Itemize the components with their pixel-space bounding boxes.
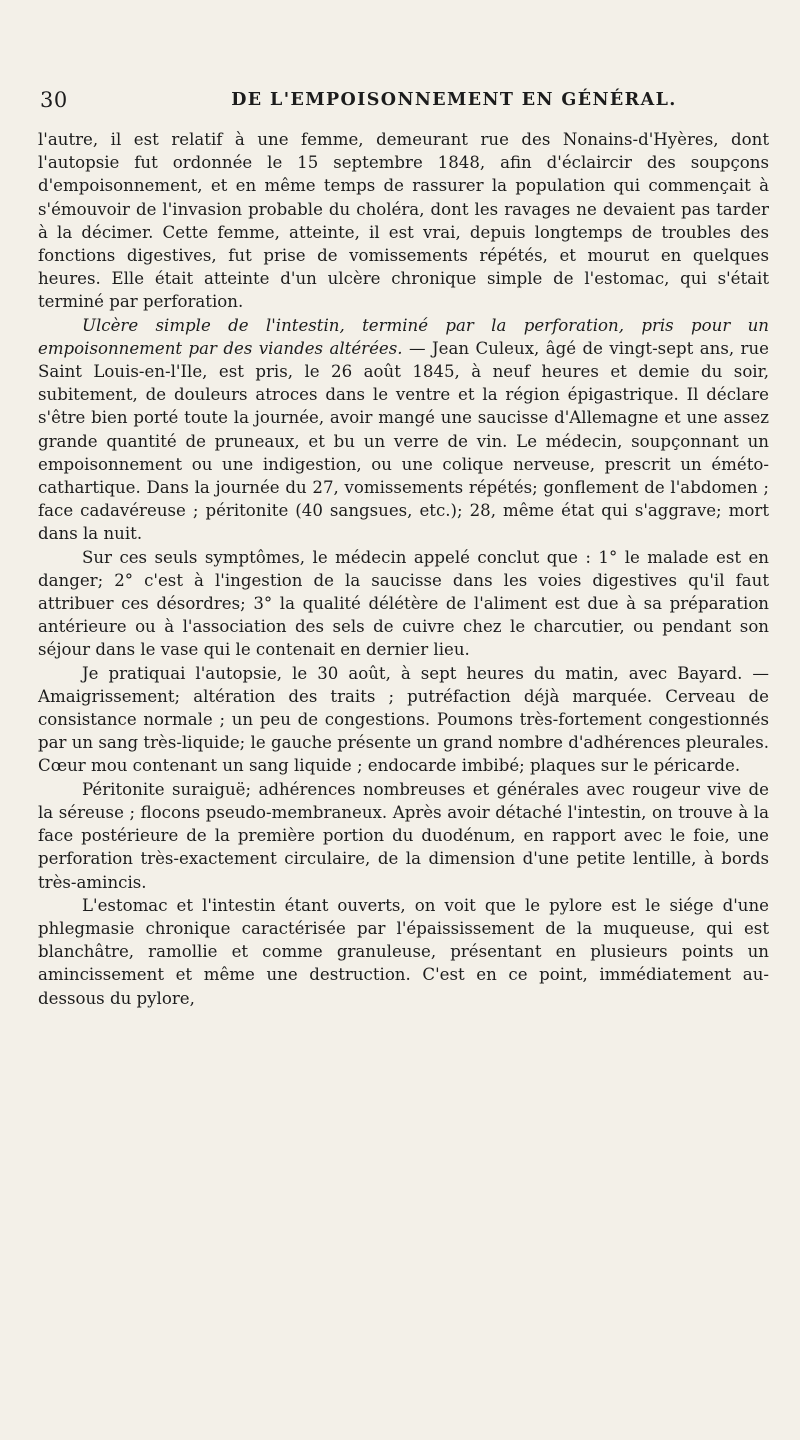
page-header <box>40 88 768 118</box>
paragraph-2 <box>38 314 769 546</box>
paragraph-2-italic-lead: Ulcère simple de l'intestin, terminé par la perforation, pris pour un empoisonnement par des viandes altérées. <box>38 315 769 358</box>
paragraph-4: Je pratiquai l'autopsie, le 30 août, à sept heures du matin, avec Bayard. — Amaigrissement; altération des traits ; putréfaction déjà marquée. Cerveau de consistance normale ; un peu de congestions. Poumons très-fortement congestionnés par un sang très-liquide; le gauche présente un grand nombre d'adhérences pleurales. Cœur mou contenant un sang liquide ; endocarde imbibé; plaques sur le péricarde. <box>38 663 769 776</box>
body-text <box>38 128 769 1010</box>
paragraph-3: Sur ces seuls symptômes, le médecin appelé conclut que : 1° le malade est en danger; 2° c'est à l'ingestion de la saucisse dans les voies digestives qu'il faut attribuer ces désordres; 3° la qualité délétère de l'aliment est due à sa préparation antérieure ou à l'association des sels de cuivre chez le charcutier, ou pendant son séjour dans le vase qui le contenait en dernier lieu. <box>38 547 769 660</box>
paragraph-6: L'estomac et l'intestin étant ouverts, on voit que le pylore est le siége d'une phlegmasie chronique caractérisée par l'épaississement de la muqueuse, qui est blanchâtre, ramollie et comme granuleuse, présentant en plusieurs points un amincissement et même une destruction. C'est en ce point, immédiatement au-dessous du pylore, <box>38 895 769 1008</box>
page-number: 30 <box>40 88 68 112</box>
running-title: DE L'EMPOISONNEMENT EN GÉNÉRAL. <box>231 90 677 110</box>
paragraph-1: l'autre, il est relatif à une femme, demeurant rue des Nonains-d'Hyères, dont l'autopsie fut ordonnée le 15 septembre 1848, afin d'éclaircir des soupçons d'empoisonnement, et en même temps de rassurer la population qui commençait à s'émouvoir de l'invasion probable du choléra, dont les ravages ne devaient pas tarder à la décimer. Cette femme, atteinte, il est vrai, depuis longtemps de troubles des fonctions digestives, fut prise de vomissements répétés, et mourut en quelques heures. Elle était atteinte d'un ulcère chronique simple de l'estomac, qui s'était terminé par perforation. <box>38 130 769 312</box>
paragraph-5: Péritonite suraiguë; adhérences nombreuses et générales avec rougeur vive de la séreuse ; flocons pseudo-membraneux. Après avoir détaché l'intestin, on trouve à la face postérieure de la première portion du duodénum, en rapport avec le foie, une perforation très-exactement circulaire, de la dimension d'une petite lentille, à bords très-amincis. <box>38 779 769 892</box>
paragraph-2-text: — Jean Culeux, âgé de vingt-sept ans, rue Saint Louis-en-l'Ile, est pris, le 26 août 1845, à neuf heures et demie du soir, subitement, de douleurs atroces dans le ventre et la région épigastrique. Il déclare s'être bien porté toute la journée, avoir mangé une saucisse d'Allemagne et une assez grande quantité de pruneaux, et bu un verre de vin. Le médecin, soupçonnant un empoisonnement ou une indigestion, ou une colique nerveuse, prescrit un éméto-cathartique. Dans la journée du 27, vomissements répétés; gonflement de l'abdomen ; face cadavéreuse ; péritonite (40 sangsues, etc.); 28, même état qui s'aggrave; mort dans la nuit. <box>38 338 769 544</box>
